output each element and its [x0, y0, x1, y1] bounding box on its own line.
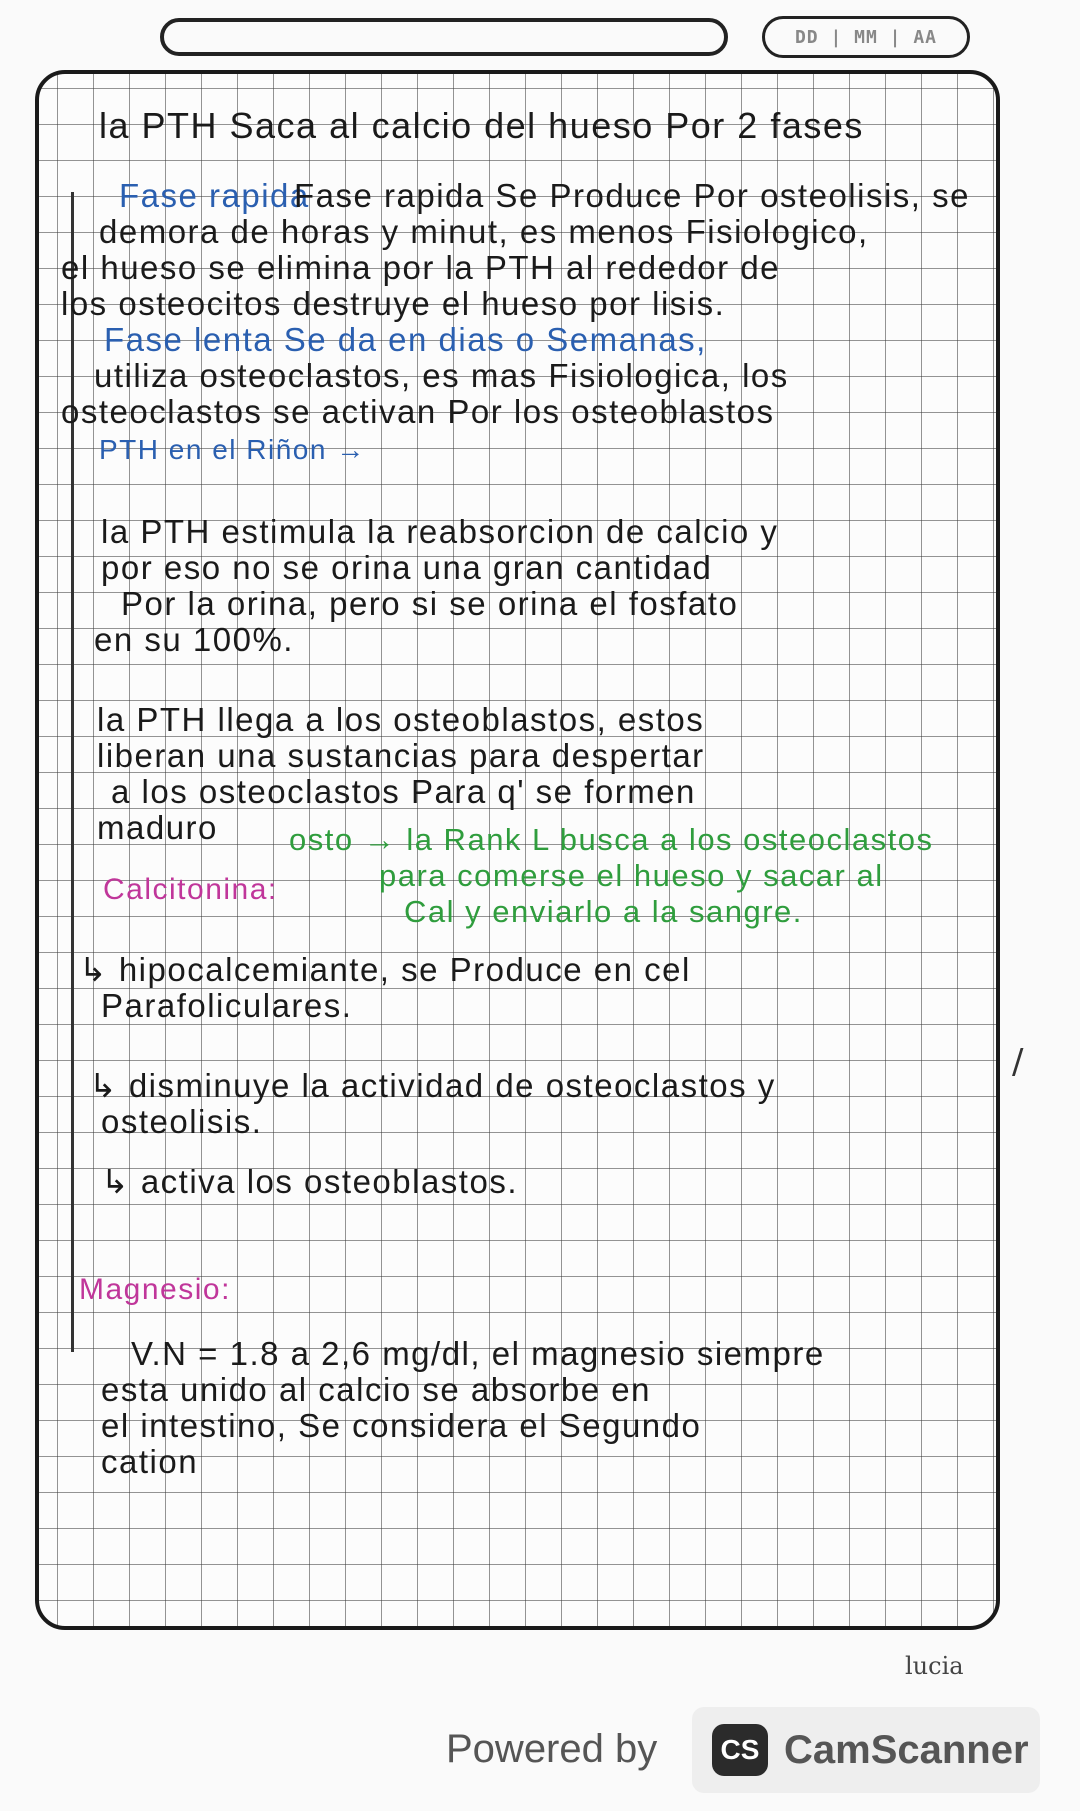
note-line: ↳ hipocalcemiante, se Produce en cel: [79, 951, 691, 988]
powered-by-label: Powered by: [446, 1727, 658, 1771]
note-line: [119, 178, 310, 214]
note-line: cation: [101, 1443, 199, 1480]
note-line: el intestino, Se considera el Segundo: [101, 1407, 702, 1444]
note-line: PTH en el Riñon →: [99, 434, 366, 465]
note-line: la PTH estimula la reabsorcion de calcio y: [101, 513, 779, 550]
note-line: osteolisis.: [101, 1103, 263, 1140]
note-line: el hueso se elimina por la PTH al rededor de: [61, 249, 781, 286]
camscanner-icon: CS: [712, 1724, 768, 1776]
pen-mark: /: [1012, 1042, 1024, 1082]
camscanner-badge: [692, 1707, 1040, 1793]
fase-rapida-label: Fase rapida: [119, 177, 310, 214]
note-line: ↳ activa los osteoblastos.: [101, 1163, 519, 1200]
signature: lucia: [905, 1652, 964, 1680]
note-line: Cal y enviarlo a la sangre.: [404, 894, 803, 929]
note-line: osteoclastos se activan Por los osteoblastos: [61, 393, 775, 430]
note-line: Parafoliculares.: [101, 987, 353, 1024]
notebook-page: [35, 70, 1000, 1630]
note-line: Fase lenta Se da en dias o Semanas,: [104, 321, 707, 358]
note-line: a los osteoclastos Para q' se formen: [111, 773, 696, 810]
note-line: maduro: [97, 809, 218, 846]
note-line: ↳ disminuye la actividad de osteoclastos y: [89, 1067, 776, 1104]
note-line: esta unido al calcio se absorbe en: [101, 1371, 651, 1408]
margin-line: [71, 192, 74, 1352]
note-line: Por la orina, pero si se orina el fosfato: [121, 585, 739, 622]
note-line: para comerse el hueso y sacar al: [379, 858, 884, 893]
note-line: Calcitonina:: [103, 873, 278, 906]
note-line: por eso no se orina una gran cantidad: [101, 549, 713, 586]
note-line: demora de horas y minut, es menos Fisiologico,: [99, 213, 869, 250]
note-line: utiliza osteoclastos, es mas Fisiologica, los: [94, 357, 789, 394]
title-field: [160, 18, 728, 56]
note-line: Magnesio:: [79, 1273, 231, 1306]
note-line: los osteocitos destruye el hueso por lisis.: [61, 285, 726, 322]
note-line: la PTH Saca al calcio del hueso Por 2 fases: [99, 105, 864, 146]
note-line: en su 100%.: [94, 621, 294, 658]
note-line: Fase rapida Se Produce Por osteolisis, se: [294, 177, 970, 214]
note-line: osto → la Rank L busca a los osteoclastos: [289, 822, 934, 857]
note-line: V.N = 1.8 a 2,6 mg/dl, el magnesio siempre: [131, 1335, 825, 1372]
camscanner-name: CamScanner: [784, 1727, 1029, 1772]
note-line: liberan una sustancias para despertar: [97, 737, 705, 774]
note-line: la PTH llega a los osteoblastos, estos: [97, 701, 705, 738]
date-field: DD | MM | AA: [762, 16, 970, 58]
